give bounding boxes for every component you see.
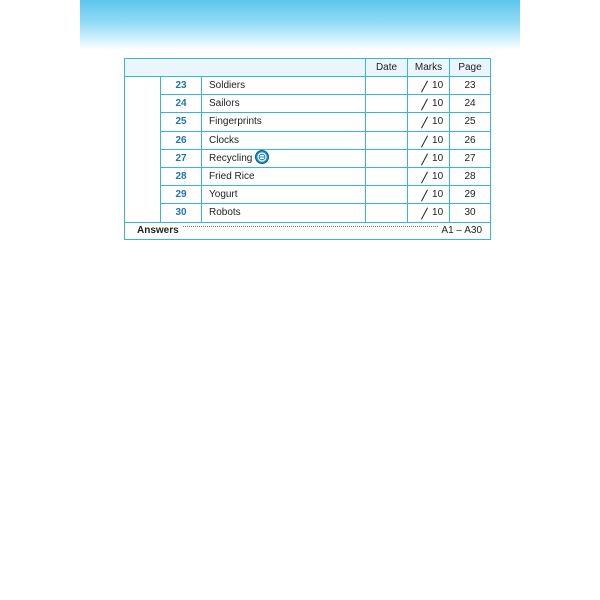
marks-out-of: 10 [432, 80, 444, 91]
table-row [125, 131, 491, 149]
unit-title: Clocks [202, 131, 366, 149]
unit-number: 25 [161, 113, 202, 131]
page-number: 25 [450, 113, 491, 131]
date-header: Date [366, 59, 408, 77]
unit-number: 30 [161, 204, 202, 222]
marks-cell [408, 149, 450, 167]
table-row [125, 77, 491, 95]
unit-title-cell [202, 149, 366, 167]
date-cell [366, 149, 408, 167]
marks-cell [408, 113, 450, 131]
marks-cell [408, 186, 450, 204]
recycle-badge-icon [255, 150, 269, 164]
header-band [80, 0, 520, 50]
unit-title: Fingerprints [202, 113, 366, 131]
header-row [125, 59, 491, 77]
table-row [125, 95, 491, 113]
unit-title: Soldiers [202, 77, 366, 95]
marks-cell [408, 95, 450, 113]
page-number: 24 [450, 95, 491, 113]
unit-number: 29 [161, 186, 202, 204]
dot-leader [183, 226, 438, 227]
answers-label: Answers [137, 224, 179, 236]
marks-out-of: 10 [432, 170, 444, 182]
unit-number: 24 [161, 95, 202, 113]
table-row [125, 113, 491, 131]
unit-number: 27 [161, 149, 202, 167]
marks-out-of: 10 [432, 134, 444, 146]
unit-title: Fried Rice [202, 167, 366, 185]
page-number: 29 [450, 186, 491, 204]
unit-title: Robots [202, 204, 366, 222]
unit-number: 23 [161, 77, 202, 95]
unit-title: Sailors [202, 95, 366, 113]
date-cell [366, 167, 408, 185]
unit-number: 28 [161, 167, 202, 185]
marks-header: Marks [408, 59, 450, 77]
marks-out-of: 10 [432, 207, 444, 219]
page-number: 26 [450, 131, 491, 149]
marks-out-of: 10 [432, 116, 444, 128]
marks-out-of: 10 [432, 98, 444, 110]
date-cell [366, 204, 408, 222]
table-row [125, 149, 491, 167]
page-number: 30 [450, 204, 491, 222]
date-cell [366, 186, 408, 204]
page-number: 28 [450, 167, 491, 185]
page-header: Page [450, 59, 491, 77]
marks-out-of: 10 [432, 189, 444, 201]
table-row [125, 167, 491, 185]
unit-title: Recycling [209, 152, 253, 164]
page-margin [0, 0, 80, 600]
table-row [125, 204, 491, 222]
header-blank [125, 59, 366, 77]
marks-cell [408, 77, 450, 95]
section-column [125, 77, 161, 223]
table-row [125, 186, 491, 204]
answers-cell [125, 222, 491, 239]
date-cell [366, 77, 408, 95]
contents-table [124, 58, 491, 240]
date-cell [366, 113, 408, 131]
marks-cell [408, 204, 450, 222]
answers-row [125, 222, 491, 239]
unit-title: Yogurt [202, 186, 366, 204]
answers-range: A1 – A30 [441, 224, 483, 236]
unit-number: 26 [161, 131, 202, 149]
marks-out-of: 10 [432, 152, 444, 164]
page-number: 23 [450, 77, 491, 95]
date-cell [366, 95, 408, 113]
marks-cell [408, 131, 450, 149]
page-number: 27 [450, 149, 491, 167]
date-cell [366, 131, 408, 149]
marks-cell [408, 167, 450, 185]
